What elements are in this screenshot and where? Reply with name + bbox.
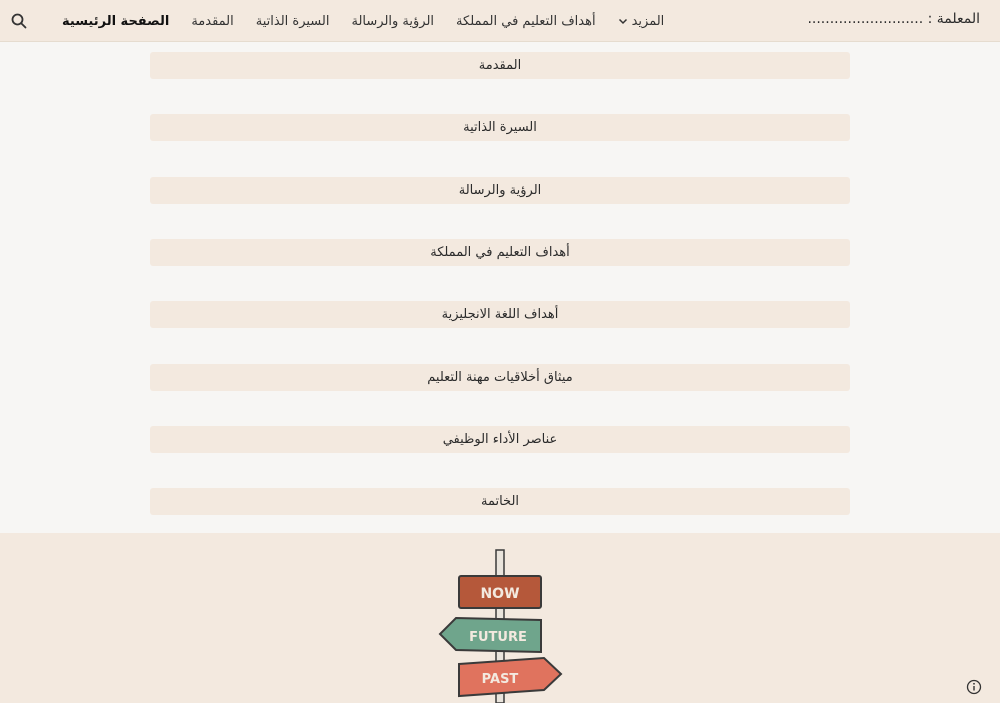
chevron-down-icon — [618, 16, 628, 26]
nav-more-label: المزيد — [631, 13, 665, 29]
footer — [0, 533, 1000, 703]
nav-vision-mission[interactable]: الرؤية والرسالة — [351, 13, 435, 29]
sign-future-label: FUTURE — [469, 630, 527, 645]
nav-introduction[interactable]: المقدمة — [191, 13, 234, 29]
section-button-english-goals[interactable]: أهداف اللغة الانجليزية — [150, 301, 850, 328]
sections-list — [0, 42, 1000, 533]
section-button-introduction[interactable]: المقدمة — [150, 52, 850, 79]
section-button-ethics-charter[interactable]: ميثاق أخلاقيات مهنة التعليم — [150, 364, 850, 391]
top-bar — [0, 0, 1000, 42]
main-nav — [40, 0, 664, 42]
section-button-education-goals[interactable]: أهداف التعليم في المملكة — [150, 239, 850, 266]
section-button-vision-mission[interactable]: الرؤية والرسالة — [150, 177, 850, 204]
sign-past-label: PAST — [481, 672, 519, 687]
sign-now-label: NOW — [480, 586, 520, 602]
nav-education-goals[interactable]: أهداف التعليم في المملكة — [456, 13, 596, 29]
info-icon[interactable] — [966, 679, 982, 695]
section-button-performance-elements[interactable]: عناصر الأداء الوظيفي — [150, 426, 850, 453]
sign-now — [459, 576, 541, 608]
nav-more[interactable] — [618, 14, 665, 29]
sign-future — [440, 618, 541, 652]
section-button-cv[interactable]: السيرة الذاتية — [150, 114, 850, 141]
sign-past — [459, 658, 561, 696]
site-title[interactable]: المعلمة : .......................... — [807, 11, 980, 27]
nav-cv[interactable]: السيرة الذاتية — [255, 13, 330, 29]
search-icon[interactable] — [10, 12, 28, 30]
nav-home[interactable]: الصفحة الرئيسية — [62, 13, 170, 29]
signpost-illustration — [436, 548, 566, 703]
section-button-conclusion[interactable]: الخاتمة — [150, 488, 850, 515]
